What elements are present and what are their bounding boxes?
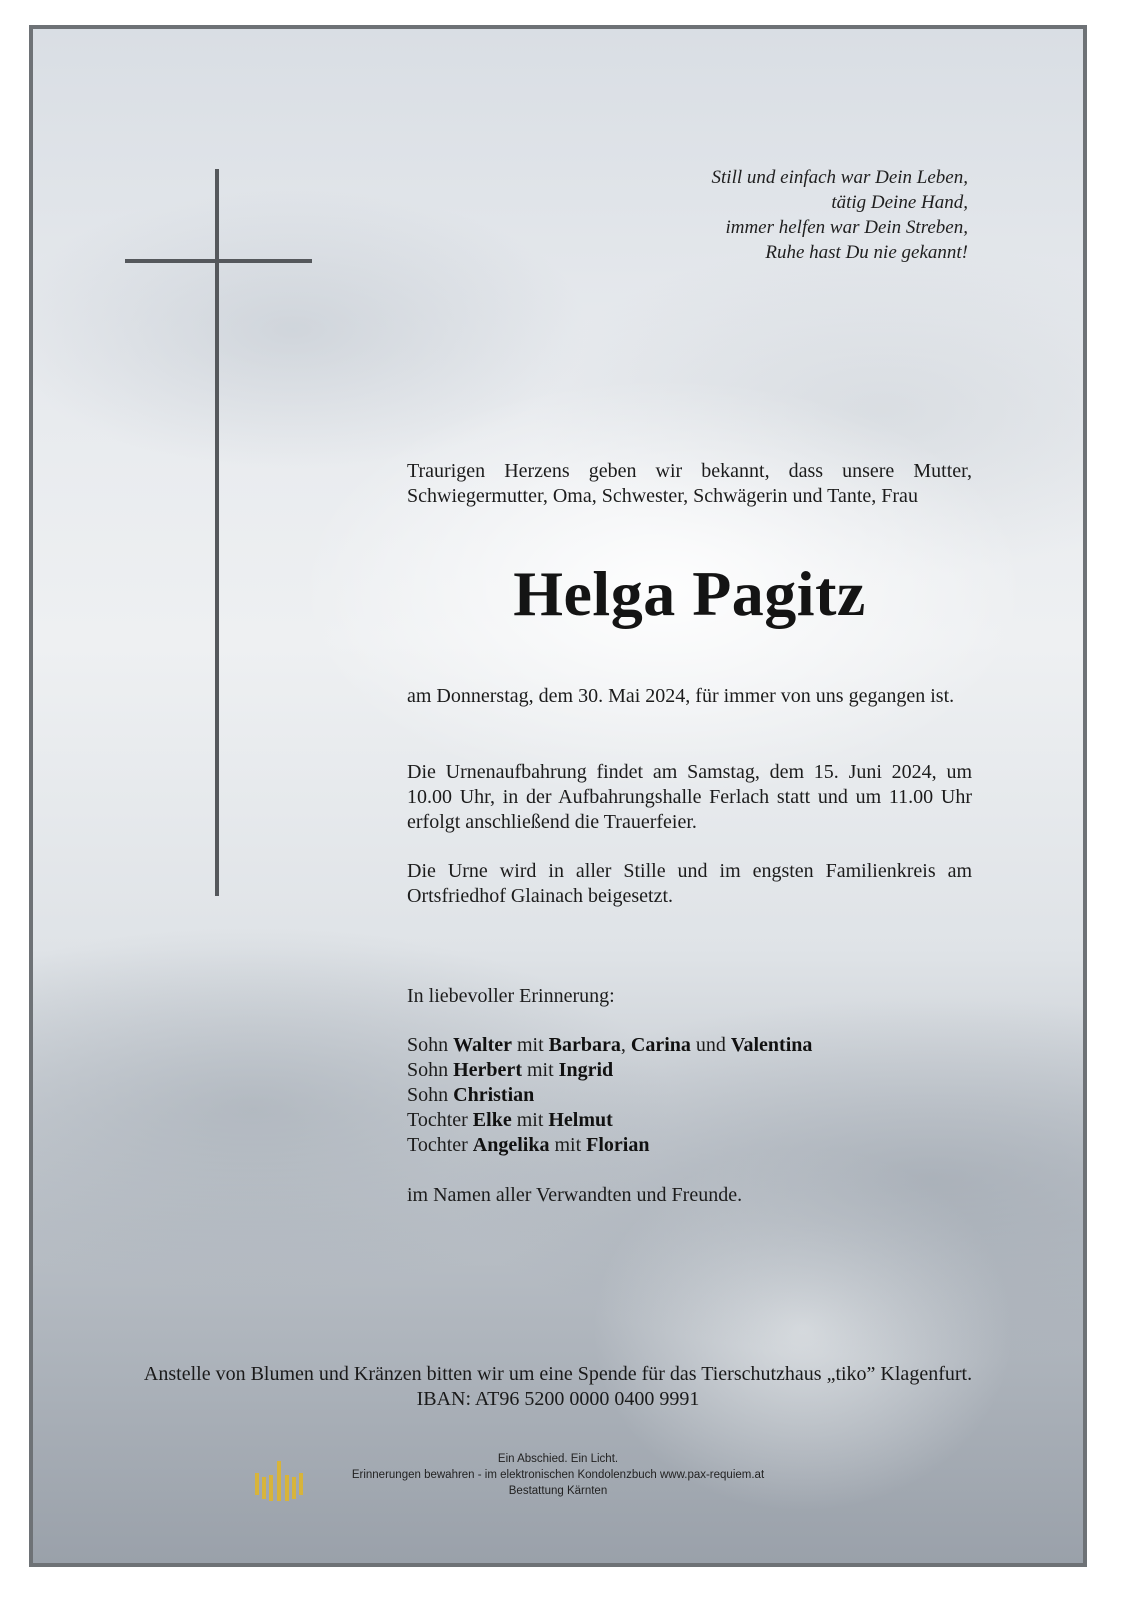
family-partner: Valentina — [730, 1034, 813, 1056]
family-relation: Tochter — [407, 1109, 468, 1131]
family-partner: Helmut — [548, 1109, 613, 1131]
footer — [33, 1451, 1083, 1499]
announcement-intro — [407, 459, 972, 509]
poem-line: tätig Deine Hand, — [831, 192, 968, 213]
cross-icon — [215, 169, 219, 896]
family-relation: Tochter — [407, 1134, 468, 1156]
family-partner: Florian — [586, 1134, 650, 1156]
burial-notice: Die Urne wird in aller Stille und im engsten Familienkreis am Ortsfriedhof Glainach beigesetzt. — [407, 860, 972, 907]
family-relation: Sohn — [407, 1059, 449, 1081]
deceased-name: Helga Pagitz — [513, 558, 866, 629]
obituary-card — [29, 25, 1087, 1567]
family-partner: Carina — [630, 1034, 691, 1056]
intro-line: Schwiegermutter, Oma, Schwester, Schwägerin und Tante, Frau — [407, 485, 918, 507]
cross-icon-bar — [125, 259, 312, 263]
family-name: Christian — [453, 1084, 535, 1106]
family-row — [407, 1033, 812, 1058]
closing-line: im Namen aller Verwandten und Freunde. — [407, 1184, 743, 1206]
family-name: Elke — [472, 1109, 512, 1131]
family-list — [407, 1033, 812, 1158]
family-connector: mit — [554, 1134, 582, 1156]
family-relation: Sohn — [407, 1084, 449, 1106]
footer-condolence-link[interactable]: Erinnerungen bewahren - im elektronischen Kondolenzbuch www.pax-requiem.at — [351, 1469, 765, 1481]
family-name: Herbert — [453, 1059, 522, 1081]
family-row — [407, 1108, 812, 1133]
poem-line: immer helfen war Dein Streben, — [725, 217, 968, 238]
poem-line: Still und einfach war Dein Leben, — [711, 167, 968, 188]
family-relation: Sohn — [407, 1034, 449, 1056]
family-partner: Barbara — [548, 1034, 621, 1056]
family-partner: Ingrid — [558, 1059, 614, 1081]
poem-line: Ruhe hast Du nie gekannt! — [765, 242, 968, 263]
family-row — [407, 1083, 812, 1108]
intro-line: Traurigen Herzens geben wir bekannt, dass unsere Mutter, — [407, 460, 972, 482]
family-row — [407, 1133, 812, 1158]
footer-slogan: Ein Abschied. Ein Licht. — [497, 1453, 619, 1465]
family-name: Angelika — [472, 1134, 550, 1156]
family-connector: und — [695, 1034, 726, 1056]
death-notice: am Donnerstag, dem 30. Mai 2024, für immer von uns gegangen ist. — [407, 685, 955, 707]
family-row — [407, 1058, 812, 1083]
family-connector: , — [620, 1034, 626, 1056]
donation-request — [33, 1362, 1083, 1412]
family-connector: mit — [516, 1109, 544, 1131]
poem-quote — [712, 165, 968, 265]
family-name: Walter — [453, 1034, 512, 1056]
donation-iban: IBAN: AT96 5200 0000 0400 9991 — [416, 1388, 700, 1410]
memory-heading: In liebevoller Erinnerung: — [407, 985, 615, 1007]
footer-company: Bestattung Kärnten — [508, 1485, 608, 1497]
family-connector: mit — [517, 1034, 544, 1056]
viewing-notice: Die Urnenaufbahrung findet am Samstag, dem 15. Juni 2024, um 10.00 Uhr, in der Aufbahrungshalle Ferlach statt und um 11.00 Uhr erfolgt anschließend die Trauerfeier. — [407, 761, 972, 833]
donation-text: Anstelle von Blumen und Kränzen bitten wir um eine Spende für das Tierschutzhaus „tiko” Klagenfurt. — [143, 1363, 973, 1385]
family-connector: mit — [526, 1059, 554, 1081]
